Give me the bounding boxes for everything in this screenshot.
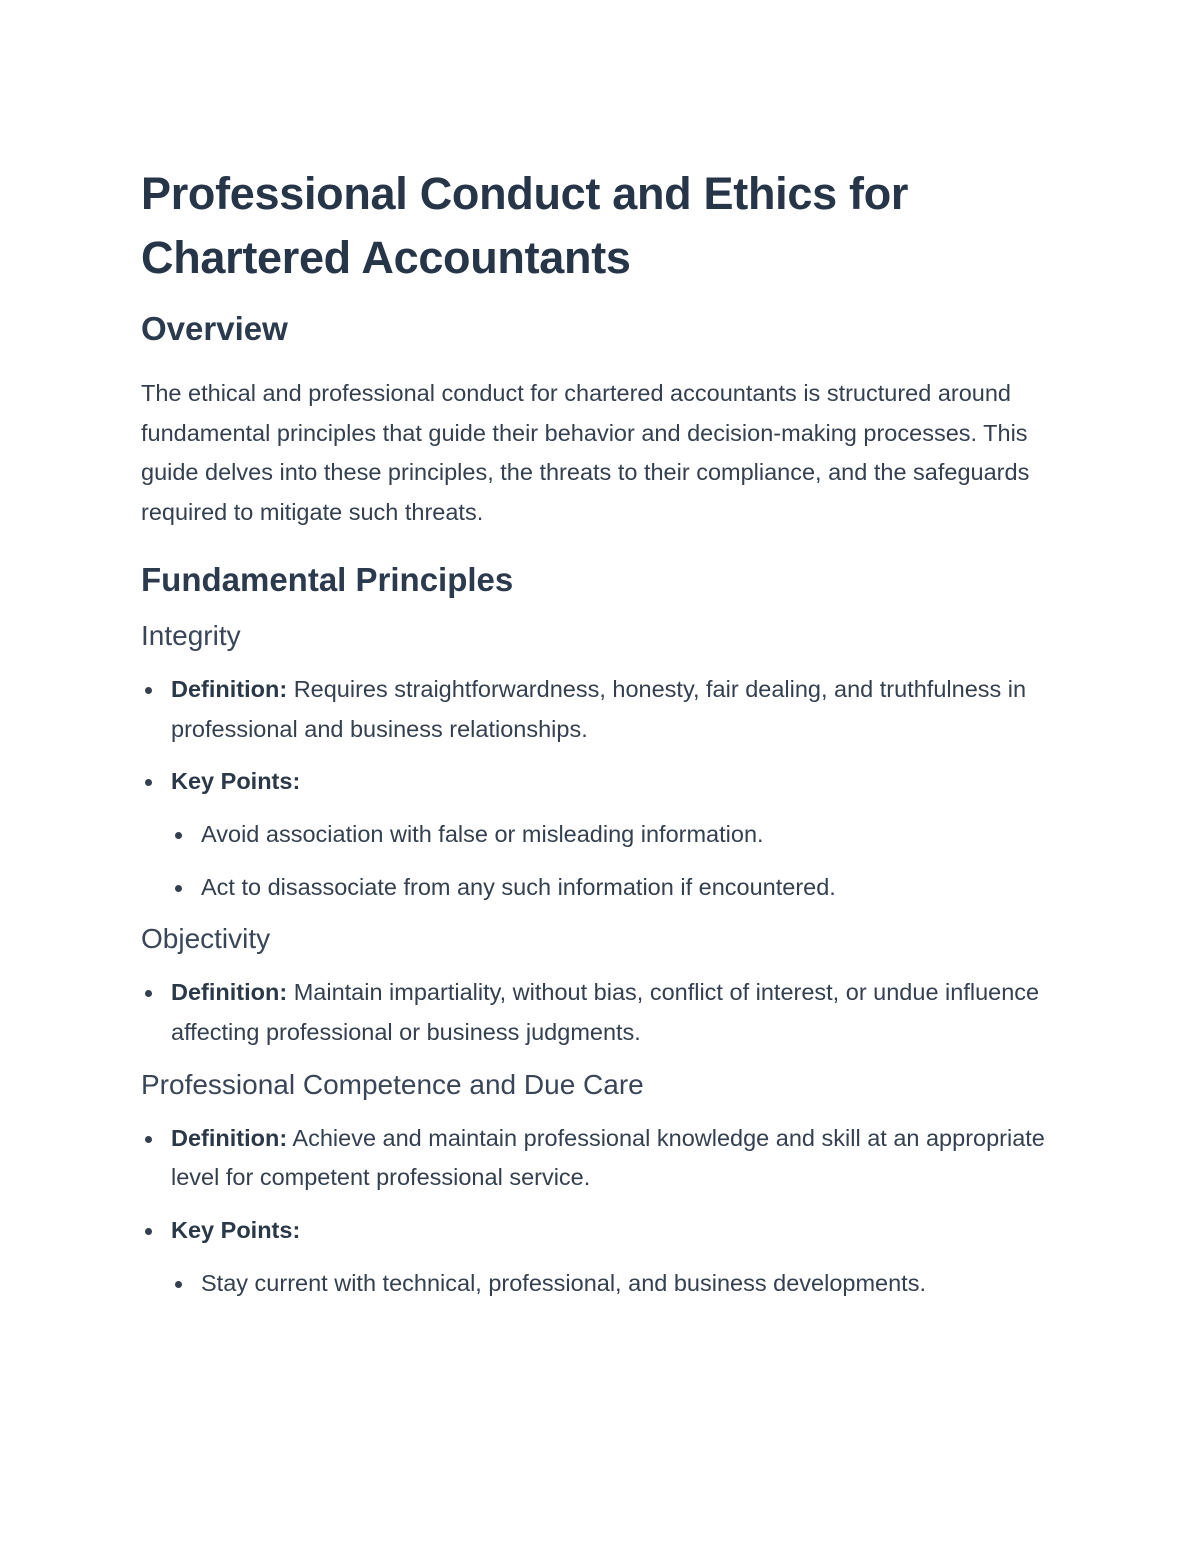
integrity-heading: Integrity xyxy=(141,619,241,651)
objectivity-heading: Objectivity xyxy=(141,923,271,955)
definition-label: Definition: xyxy=(171,1124,288,1151)
key-points-label: Key Points: xyxy=(171,768,301,795)
objectivity-list xyxy=(141,973,1061,1052)
definition-text: Requires straightforwardness, honesty, fair dealing, and truthfulness in professional and business relationships. xyxy=(171,675,1027,742)
list-item xyxy=(141,973,1061,1052)
key-points-label: Key Points: xyxy=(171,1217,301,1244)
competence-key-points xyxy=(171,1264,1061,1304)
list-item: Stay current with technical, professional, and business developments. xyxy=(171,1264,1061,1304)
fundamental-principles-heading: Fundamental Principles xyxy=(141,560,514,598)
integrity-key-points xyxy=(171,815,1061,907)
definition-text: Maintain impartiality, without bias, conflict of interest, or undue influence affecting professional or business judgments. xyxy=(171,979,1040,1046)
definition-text: Achieve and maintain professional knowledge and skill at an appropriate level for competent professional service. xyxy=(171,1124,1045,1191)
competence-heading: Professional Competence and Due Care xyxy=(141,1068,644,1100)
definition-label: Definition: xyxy=(171,675,288,702)
page-title: Professional Conduct and Ethics for Chartered Accountants xyxy=(141,168,909,283)
list-item: Avoid association with false or misleading information. xyxy=(171,815,1061,855)
definition-label: Definition: xyxy=(171,979,288,1006)
overview-paragraph: The ethical and professional conduct for chartered accountants is structured around fundamental principles that guide their behavior and decision-making processes. This guide delves into these principles, the threats to their compliance, and the safeguards required to mitigate such threats. xyxy=(141,380,1030,526)
overview-heading: Overview xyxy=(141,310,288,347)
list-item xyxy=(141,762,1061,907)
list-item xyxy=(141,1211,1061,1303)
list-item: Act to disassociate from any such information if encountered. xyxy=(171,868,1061,908)
list-item xyxy=(141,1119,1061,1198)
list-item xyxy=(141,670,1061,749)
competence-list xyxy=(141,1119,1061,1304)
integrity-list xyxy=(141,670,1061,908)
document-content xyxy=(141,162,1061,1304)
